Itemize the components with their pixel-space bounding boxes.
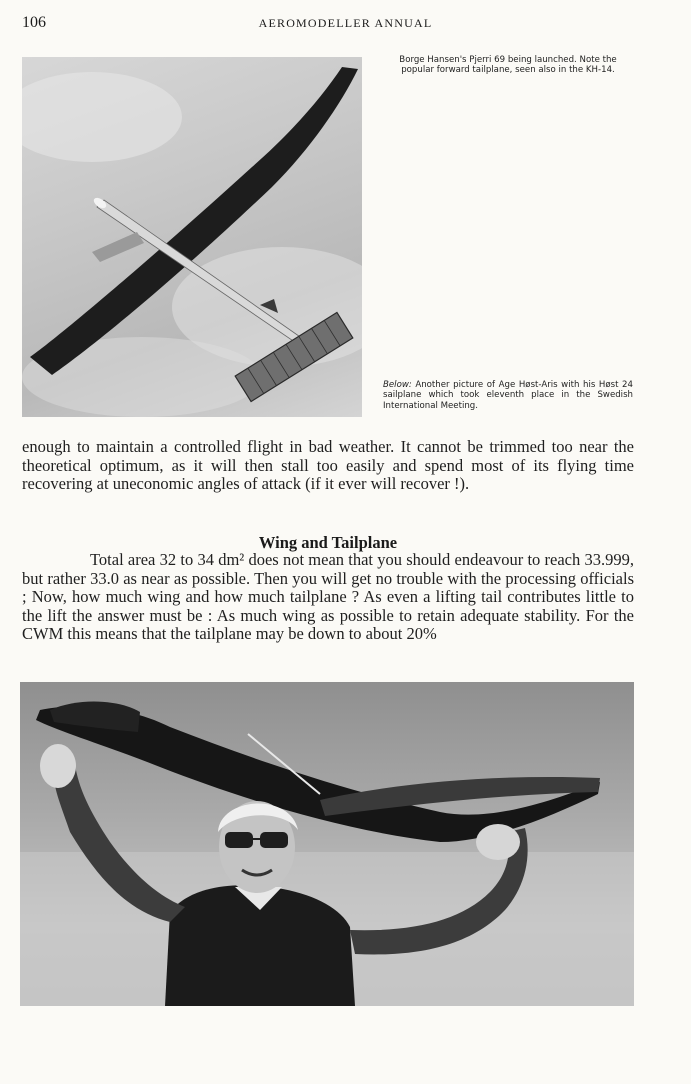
glider-in-flight-illustration xyxy=(22,57,362,417)
man-with-sailplane-illustration xyxy=(20,682,634,1006)
page-number: 106 xyxy=(22,14,46,31)
running-head: AEROMODELLER ANNUAL xyxy=(258,16,433,30)
caption-lead: Below: xyxy=(383,380,412,390)
caption-top-photo: Borge Hansen's Pjerri 69 being launched. Note the popular forward tailplane, seen also in the KH-14. xyxy=(399,55,617,76)
man-holding-sailplane-photo xyxy=(20,682,634,1006)
glider-in-flight-photo xyxy=(22,57,362,417)
section-heading: Wing and Tailplane xyxy=(258,533,398,552)
body-paragraph: Total area 32 to 34 dm² does not mean that you should endeavour to reach 33.999, but rather 33.0 as near as possible. Then you will get no trouble with the processing officials ; Now, how much wing and how much tailplane ? As even a lifting tail contributes little to the lift the answer must be : As much wing as possible to retain adequate stability. For the CWM this means that the tailplane may be down to about 20% xyxy=(22,550,634,644)
caption-lower-text: Another picture of Age Høst-Aris with his Høst 24 sailplane which took eleventh place in the Swedish International Meeting. xyxy=(383,380,633,411)
caption-lower-photo xyxy=(383,380,633,411)
body-paragraph: enough to maintain a controlled flight in bad weather. It cannot be trimmed too near the theoretical optimum, as it will then stall too easily and spend most of its flying time recovering at uneconomic angles of attack (if it ever will recover !). xyxy=(22,437,634,494)
